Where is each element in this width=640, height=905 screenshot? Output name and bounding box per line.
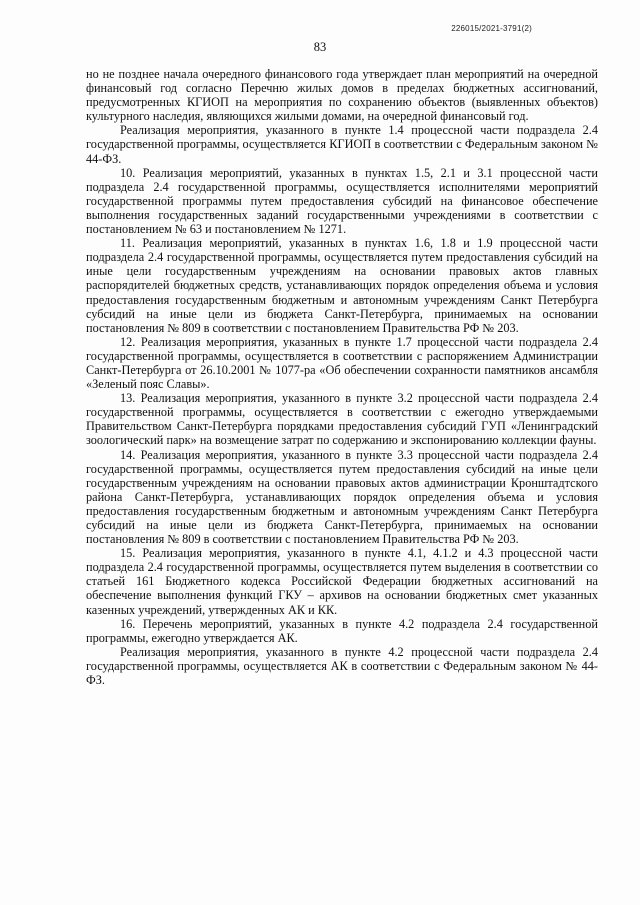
paragraph: 13. Реализация мероприятия, указанного в пункте 3.2 процессной части подраздела 2.4 государственной программы, осуществляется в соответствии с ежегодно утверждаемыми Правительством Санкт-Петербурга порядками предоставления субсидий ГУП «Ленинградский зоологический парк» на возмещение затрат по содержанию и экспонированию коллекции фауны. bbox=[86, 391, 598, 448]
document-id: 226015/2021-3791(2) bbox=[451, 24, 532, 33]
paragraph: 15. Реализация мероприятия, указанного в пункте 4.1, 4.1.2 и 4.3 процессной части подраздела 2.4 государственной программы, осуществляется путем выделения в соответствии со статьей 161 Бюджетного кодекса Российской Федерации бюджетных ассигнований на обеспечение выполнения функций ГКУ – архивов на основании бюджетных смет указанных казенных учреждений, утвержденных АК и КК. bbox=[86, 546, 598, 617]
paragraph: 16. Перечень мероприятий, указанных в пункте 4.2 подраздела 2.4 государственной программы, ежегодно утверждается АК. bbox=[86, 616, 598, 645]
paragraph: 14. Реализация мероприятия, указанного в пункте 3.3 процессной части подраздела 2.4 государственной программы, осуществляется путем предоставления субсидий на иные цели государственным учреждениям на основании правовых актов администрации Кронштадтского района Санкт-Петербурга, устанавливающих порядок определения объема и условия предоставления государственным бюджетным и автономным учреждениям Санкт Петербурга субсидий на иные цели из бюджета Санкт-Петербурга, принимаемых на основании постановления № 809 в соответствии с постановлением Правительства РФ № 203. bbox=[86, 447, 598, 547]
paragraph: Реализация мероприятия, указанного в пункте 4.2 процессной части подраздела 2.4 государственной программы, осуществляется АК в соответствии с Федеральным законом № 44-ФЗ. bbox=[86, 644, 598, 688]
paragraph: но не позднее начала очередного финансового года утверждает план мероприятий на очередной финансовый год согласно Перечню жилых домов в пределах бюджетных ассигнований, предусмотренных КГИОП на мероприятия по сохранению объектов (выявленных объектов) культурного наследия, являющихся жилыми домами, на очередной финансовый год. bbox=[86, 67, 598, 124]
page-number: 83 bbox=[313, 40, 327, 54]
paragraph: 11. Реализация мероприятий, указанных в пунктах 1.6, 1.8 и 1.9 процессной части подраздела 2.4 государственной программы, осуществляется путем предоставления субсидий на иные цели государственным учреждениям на основании правовых актов главных распорядителей бюджетных средств, устанавливающих порядок определения объема и условия предоставления государственным бюджетным и автономным учреждениям Санкт Петербурга субсидий на иные цели из бюджета Санкт-Петербурга, принимаемых на основании постановления № 809 в соответствии с постановлением Правительства РФ № 203. bbox=[86, 236, 598, 335]
paragraph: Реализация мероприятия, указанного в пункте 1.4 процессной части подраздела 2.4 государственной программы, осуществляется КГИОП в соответствии с Федеральным законом № 44-ФЗ. bbox=[86, 123, 598, 166]
paragraph: 10. Реализация мероприятий, указанных в пунктах 1.5, 2.1 и 3.1 процессной части подраздела 2.4 государственной программы, осуществляется исполнителями мероприятий государственной программы путем предоставления субсидий на финансовое обеспечение выполнения государственных заданий государственными учреждениями в соответствии с постановлением № 63 и постановлением № 1271. bbox=[86, 165, 598, 237]
document-body bbox=[86, 67, 598, 687]
paragraph: 12. Реализация мероприятия, указанных в пункте 1.7 процессной части подраздела 2.4 государственной программы, осуществляется в соответствии с распоряжением Администрации Санкт-Петербурга от 26.10.2001 № 1077-ра «Об обеспечении сохранности памятников ансамбля «Зеленый пояс Славы». bbox=[86, 334, 598, 392]
